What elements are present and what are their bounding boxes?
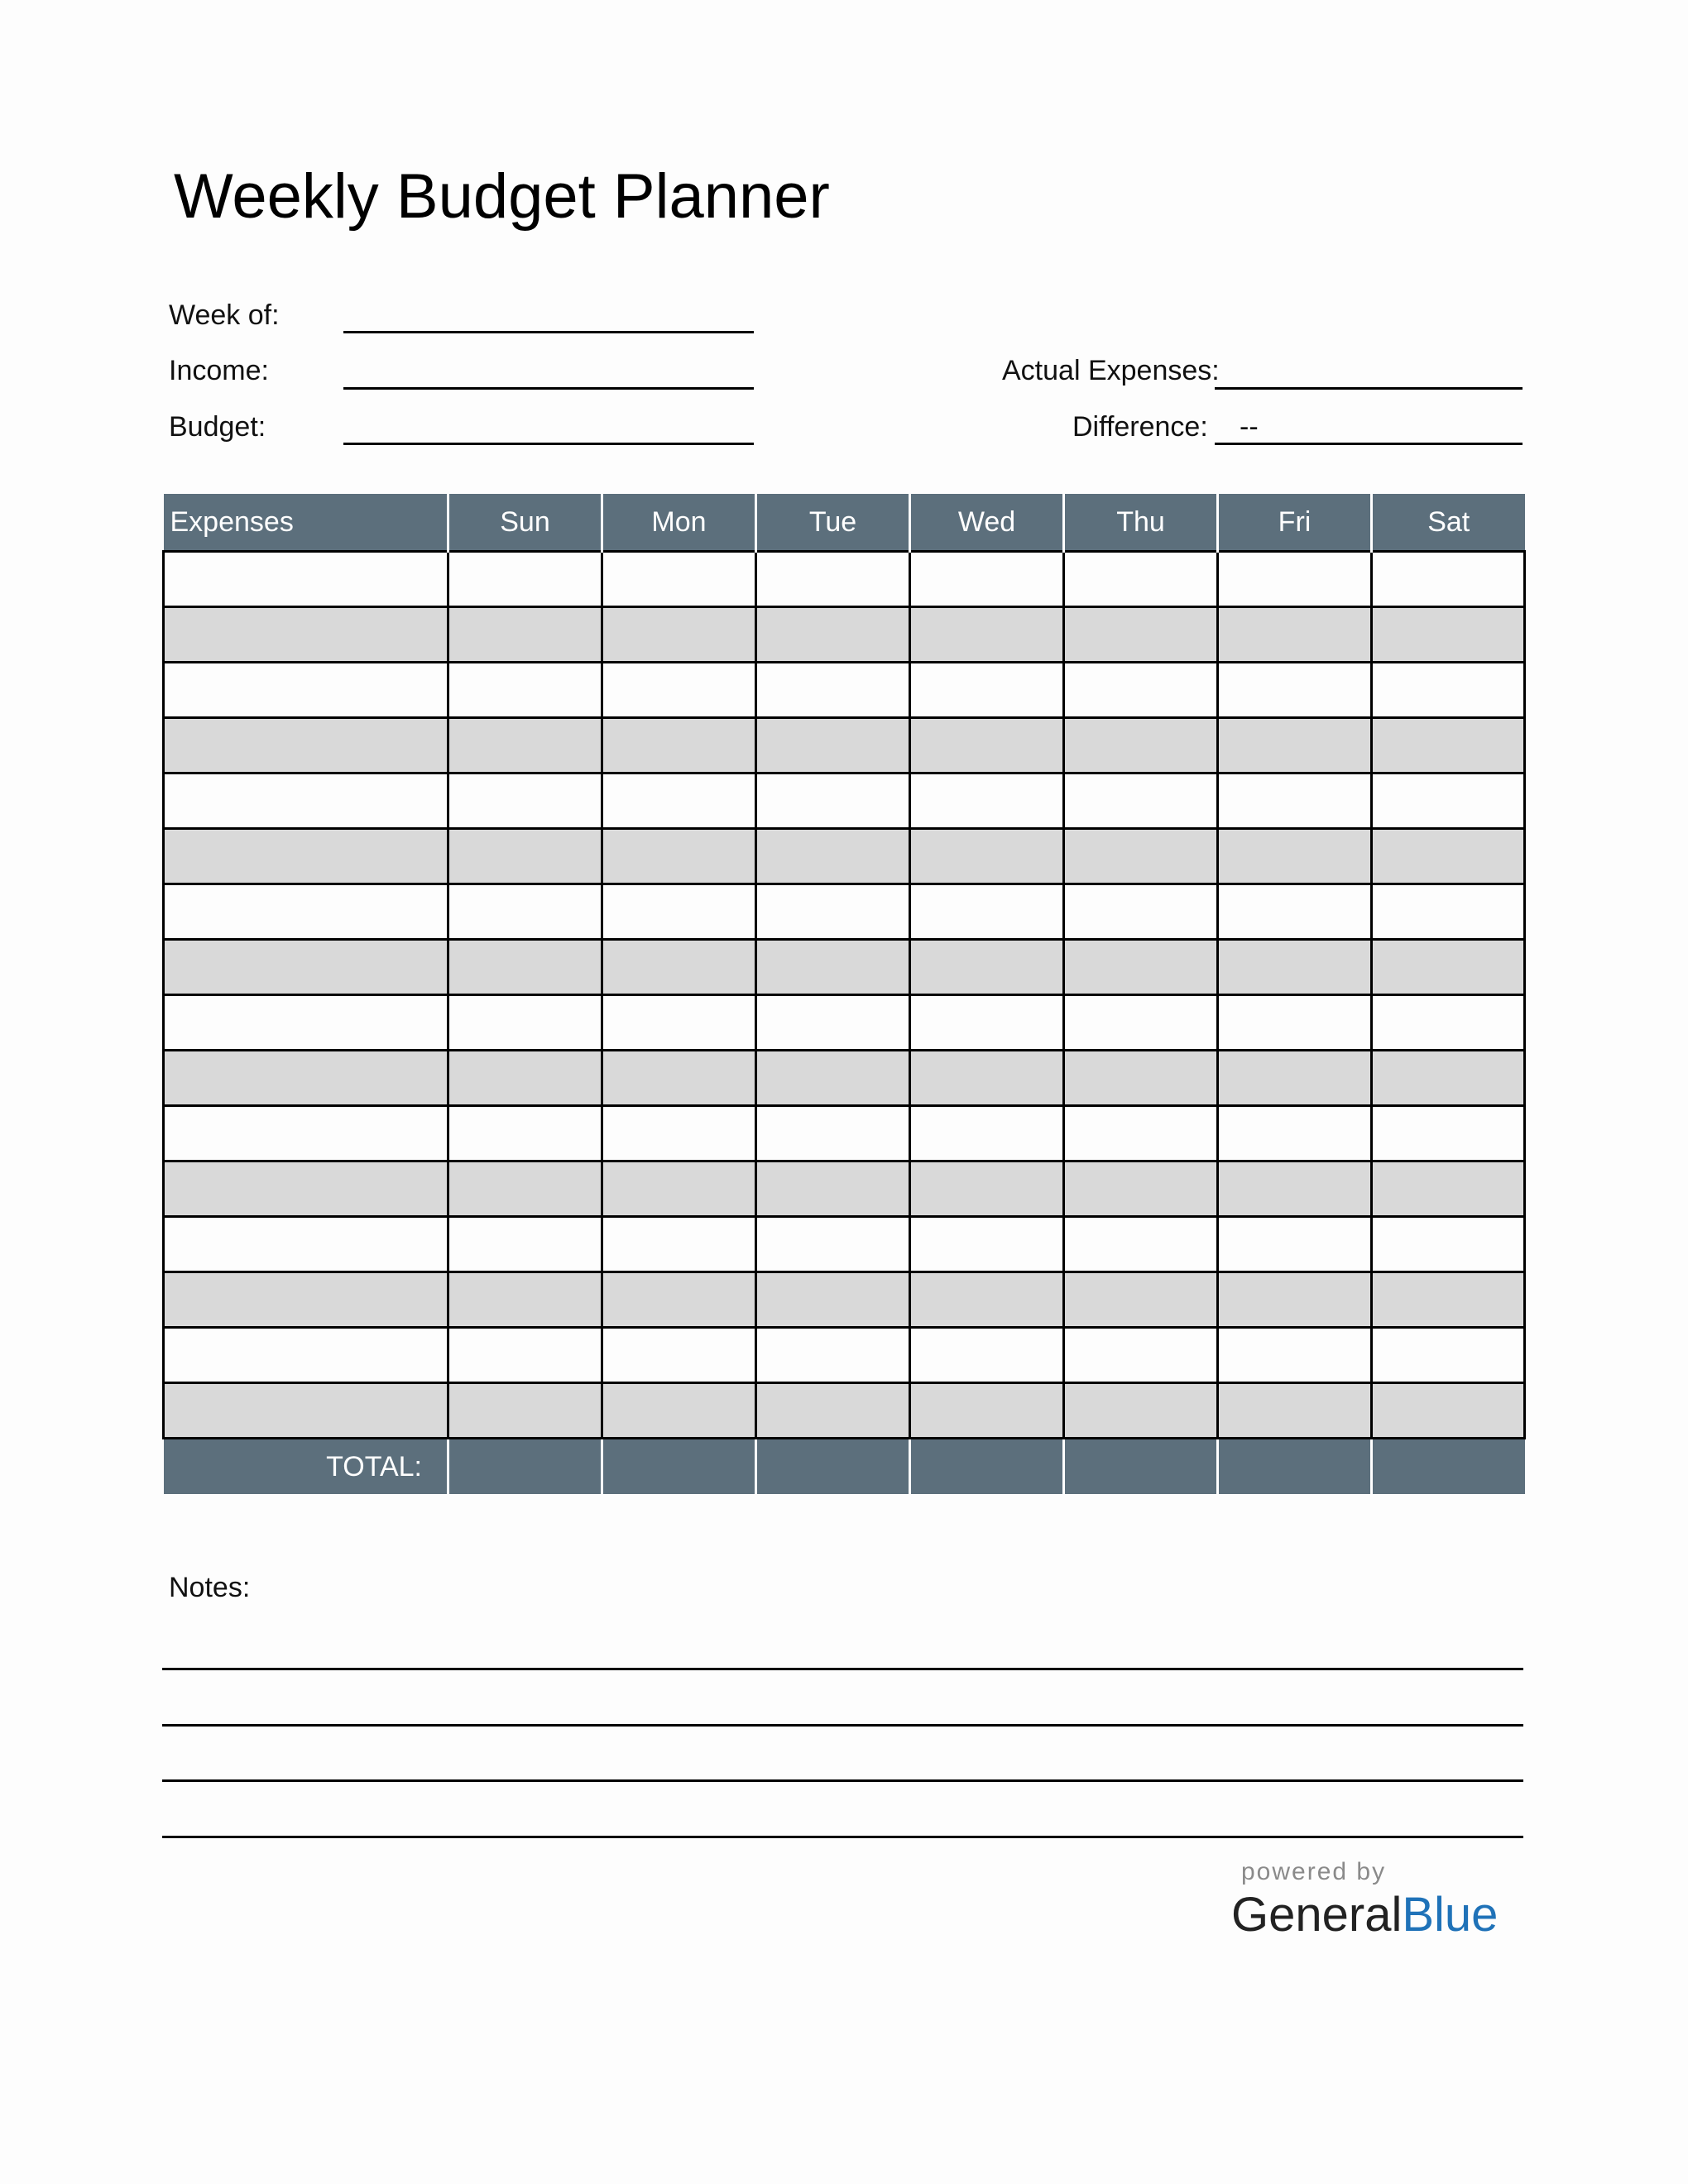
table-header-row [164, 494, 1525, 552]
cell-wed[interactable] [910, 1383, 1064, 1439]
cell-fri[interactable] [1218, 663, 1372, 718]
cell-tue[interactable] [756, 718, 910, 774]
cell-tue[interactable] [756, 1272, 910, 1328]
cell-mon[interactable] [602, 829, 756, 884]
cell-sun[interactable] [448, 1272, 602, 1328]
table-row [164, 718, 1525, 774]
cell-sun[interactable] [448, 1161, 602, 1217]
cell-wed[interactable] [910, 1217, 1064, 1272]
table-row [164, 607, 1525, 663]
cell-wed[interactable] [910, 1106, 1064, 1161]
cell-sun[interactable] [448, 774, 602, 829]
cell-thu[interactable] [1064, 1106, 1218, 1161]
cell-wed[interactable] [910, 1051, 1064, 1106]
table-row [164, 774, 1525, 829]
header-mon: Mon [602, 494, 756, 552]
total-wed [910, 1439, 1064, 1495]
cell-mon[interactable] [602, 1161, 756, 1217]
cell-expense[interactable] [164, 940, 448, 995]
cell-fri[interactable] [1218, 607, 1372, 663]
brand-logo [1231, 1888, 1499, 1942]
cell-sat[interactable] [1372, 1217, 1525, 1272]
difference-field[interactable] [1215, 443, 1523, 445]
cell-tue[interactable] [756, 1051, 910, 1106]
table-body [164, 552, 1525, 1439]
table-row [164, 1051, 1525, 1106]
table-row [164, 995, 1525, 1051]
table-row [164, 1161, 1525, 1217]
cell-sat[interactable] [1372, 1106, 1525, 1161]
cell-sun[interactable] [448, 995, 602, 1051]
cell-fri[interactable] [1218, 1161, 1372, 1217]
cell-fri[interactable] [1218, 829, 1372, 884]
table-row [164, 1272, 1525, 1328]
cell-expense[interactable] [164, 1272, 448, 1328]
cell-tue[interactable] [756, 1383, 910, 1439]
cell-mon[interactable] [602, 1106, 756, 1161]
cell-sat[interactable] [1372, 995, 1525, 1051]
total-label: TOTAL: [164, 1439, 448, 1495]
brand-part-general: General [1231, 1888, 1403, 1942]
total-fri [1218, 1439, 1372, 1495]
notes-line[interactable] [162, 1668, 1523, 1670]
cell-sun[interactable] [448, 940, 602, 995]
cell-tue[interactable] [756, 1328, 910, 1383]
budget-field[interactable] [343, 443, 754, 445]
cell-sun[interactable] [448, 1051, 602, 1106]
cell-mon[interactable] [602, 1217, 756, 1272]
cell-thu[interactable] [1064, 718, 1218, 774]
actual-expenses-label: Actual Expenses: [1002, 355, 1220, 386]
cell-fri[interactable] [1218, 1106, 1372, 1161]
cell-sat[interactable] [1372, 884, 1525, 940]
cell-thu[interactable] [1064, 1383, 1218, 1439]
cell-expense[interactable] [164, 552, 448, 607]
cell-thu[interactable] [1064, 1217, 1218, 1272]
cell-sun[interactable] [448, 663, 602, 718]
cell-fri[interactable] [1218, 1217, 1372, 1272]
cell-thu[interactable] [1064, 663, 1218, 718]
notes-line[interactable] [162, 1724, 1523, 1727]
cell-sun[interactable] [448, 1328, 602, 1383]
cell-expense[interactable] [164, 829, 448, 884]
cell-tue[interactable] [756, 884, 910, 940]
cell-mon[interactable] [602, 1272, 756, 1328]
cell-expense[interactable] [164, 718, 448, 774]
cell-expense[interactable] [164, 774, 448, 829]
table-row [164, 1217, 1525, 1272]
cell-tue[interactable] [756, 663, 910, 718]
total-sun [448, 1439, 602, 1495]
header-wed: Wed [910, 494, 1064, 552]
cell-mon[interactable] [602, 884, 756, 940]
cell-thu[interactable] [1064, 1051, 1218, 1106]
cell-fri[interactable] [1218, 552, 1372, 607]
header-tue: Tue [756, 494, 910, 552]
cell-tue[interactable] [756, 1106, 910, 1161]
cell-thu[interactable] [1064, 884, 1218, 940]
header-expenses: Expenses [164, 494, 448, 552]
cell-mon[interactable] [602, 718, 756, 774]
cell-wed[interactable] [910, 884, 1064, 940]
cell-fri[interactable] [1218, 995, 1372, 1051]
cell-wed[interactable] [910, 774, 1064, 829]
cell-sun[interactable] [448, 829, 602, 884]
cell-sat[interactable] [1372, 1328, 1525, 1383]
cell-expense[interactable] [164, 663, 448, 718]
budget-table [162, 494, 1526, 1494]
cell-wed[interactable] [910, 552, 1064, 607]
cell-fri[interactable] [1218, 940, 1372, 995]
cell-sat[interactable] [1372, 940, 1525, 995]
cell-tue[interactable] [756, 829, 910, 884]
cell-wed[interactable] [910, 1272, 1064, 1328]
notes-line[interactable] [162, 1836, 1523, 1838]
cell-thu[interactable] [1064, 1328, 1218, 1383]
cell-tue[interactable] [756, 552, 910, 607]
cell-mon[interactable] [602, 663, 756, 718]
cell-sun[interactable] [448, 552, 602, 607]
cell-expense[interactable] [164, 884, 448, 940]
cell-wed[interactable] [910, 1161, 1064, 1217]
cell-expense[interactable] [164, 1328, 448, 1383]
cell-expense[interactable] [164, 1106, 448, 1161]
cell-mon[interactable] [602, 1051, 756, 1106]
cell-tue[interactable] [756, 774, 910, 829]
cell-fri[interactable] [1218, 884, 1372, 940]
cell-sat[interactable] [1372, 1383, 1525, 1439]
cell-thu[interactable] [1064, 774, 1218, 829]
cell-expense[interactable] [164, 1051, 448, 1106]
cell-expense[interactable] [164, 1161, 448, 1217]
cell-sat[interactable] [1372, 774, 1525, 829]
table-row [164, 1383, 1525, 1439]
cell-sat[interactable] [1372, 1161, 1525, 1217]
table-row [164, 1106, 1525, 1161]
header-fri: Fri [1218, 494, 1372, 552]
cell-wed[interactable] [910, 607, 1064, 663]
cell-sat[interactable] [1372, 1051, 1525, 1106]
cell-thu[interactable] [1064, 1272, 1218, 1328]
cell-mon[interactable] [602, 1328, 756, 1383]
notes-line[interactable] [162, 1779, 1523, 1782]
cell-sat[interactable] [1372, 552, 1525, 607]
cell-tue[interactable] [756, 1161, 910, 1217]
total-tue [756, 1439, 910, 1495]
cell-wed[interactable] [910, 718, 1064, 774]
brand-part-blue: Blue [1402, 1888, 1499, 1942]
cell-mon[interactable] [602, 940, 756, 995]
cell-wed[interactable] [910, 663, 1064, 718]
cell-sat[interactable] [1372, 829, 1525, 884]
cell-sun[interactable] [448, 1383, 602, 1439]
cell-sun[interactable] [448, 1217, 602, 1272]
cell-sun[interactable] [448, 718, 602, 774]
header-thu: Thu [1064, 494, 1218, 552]
table-row [164, 829, 1525, 884]
table-row [164, 940, 1525, 995]
table-row [164, 1328, 1525, 1383]
cell-sat[interactable] [1372, 1272, 1525, 1328]
cell-sun[interactable] [448, 607, 602, 663]
cell-thu[interactable] [1064, 1161, 1218, 1217]
cell-thu[interactable] [1064, 552, 1218, 607]
income-field[interactable] [343, 387, 754, 390]
cell-wed[interactable] [910, 1328, 1064, 1383]
cell-wed[interactable] [910, 940, 1064, 995]
cell-expense[interactable] [164, 995, 448, 1051]
cell-thu[interactable] [1064, 940, 1218, 995]
cell-expense[interactable] [164, 607, 448, 663]
cell-fri[interactable] [1218, 1051, 1372, 1106]
difference-value: -- [1240, 411, 1259, 443]
cell-wed[interactable] [910, 995, 1064, 1051]
cell-sun[interactable] [448, 884, 602, 940]
notes-label: Notes: [169, 1572, 251, 1603]
total-sat [1372, 1439, 1525, 1495]
table-row [164, 663, 1525, 718]
cell-tue[interactable] [756, 607, 910, 663]
income-label: Income: [169, 355, 269, 386]
cell-fri[interactable] [1218, 718, 1372, 774]
actual-expenses-field[interactable] [1215, 387, 1523, 390]
cell-expense[interactable] [164, 1217, 448, 1272]
cell-mon[interactable] [602, 552, 756, 607]
cell-thu[interactable] [1064, 607, 1218, 663]
cell-wed[interactable] [910, 829, 1064, 884]
week-of-field[interactable] [343, 331, 754, 333]
cell-thu[interactable] [1064, 995, 1218, 1051]
cell-tue[interactable] [756, 995, 910, 1051]
cell-tue[interactable] [756, 940, 910, 995]
cell-fri[interactable] [1218, 1328, 1372, 1383]
page-title: Weekly Budget Planner [174, 161, 830, 232]
cell-fri[interactable] [1218, 1383, 1372, 1439]
week-of-label: Week of: [169, 299, 280, 331]
difference-label: Difference: [1072, 411, 1208, 443]
total-mon [602, 1439, 756, 1495]
cell-mon[interactable] [602, 774, 756, 829]
budget-label: Budget: [169, 411, 266, 443]
header-sun: Sun [448, 494, 602, 552]
cell-fri[interactable] [1218, 774, 1372, 829]
cell-sat[interactable] [1372, 663, 1525, 718]
cell-sat[interactable] [1372, 718, 1525, 774]
table-row [164, 552, 1525, 607]
cell-thu[interactable] [1064, 829, 1218, 884]
cell-mon[interactable] [602, 995, 756, 1051]
cell-mon[interactable] [602, 607, 756, 663]
total-row [164, 1439, 1525, 1495]
cell-expense[interactable] [164, 1383, 448, 1439]
cell-tue[interactable] [756, 1217, 910, 1272]
cell-mon[interactable] [602, 1383, 756, 1439]
cell-sat[interactable] [1372, 607, 1525, 663]
cell-fri[interactable] [1218, 1272, 1372, 1328]
total-thu [1064, 1439, 1218, 1495]
table-row [164, 884, 1525, 940]
header-sat: Sat [1372, 494, 1525, 552]
powered-by-text: powered by [1241, 1858, 1387, 1885]
cell-sun[interactable] [448, 1106, 602, 1161]
